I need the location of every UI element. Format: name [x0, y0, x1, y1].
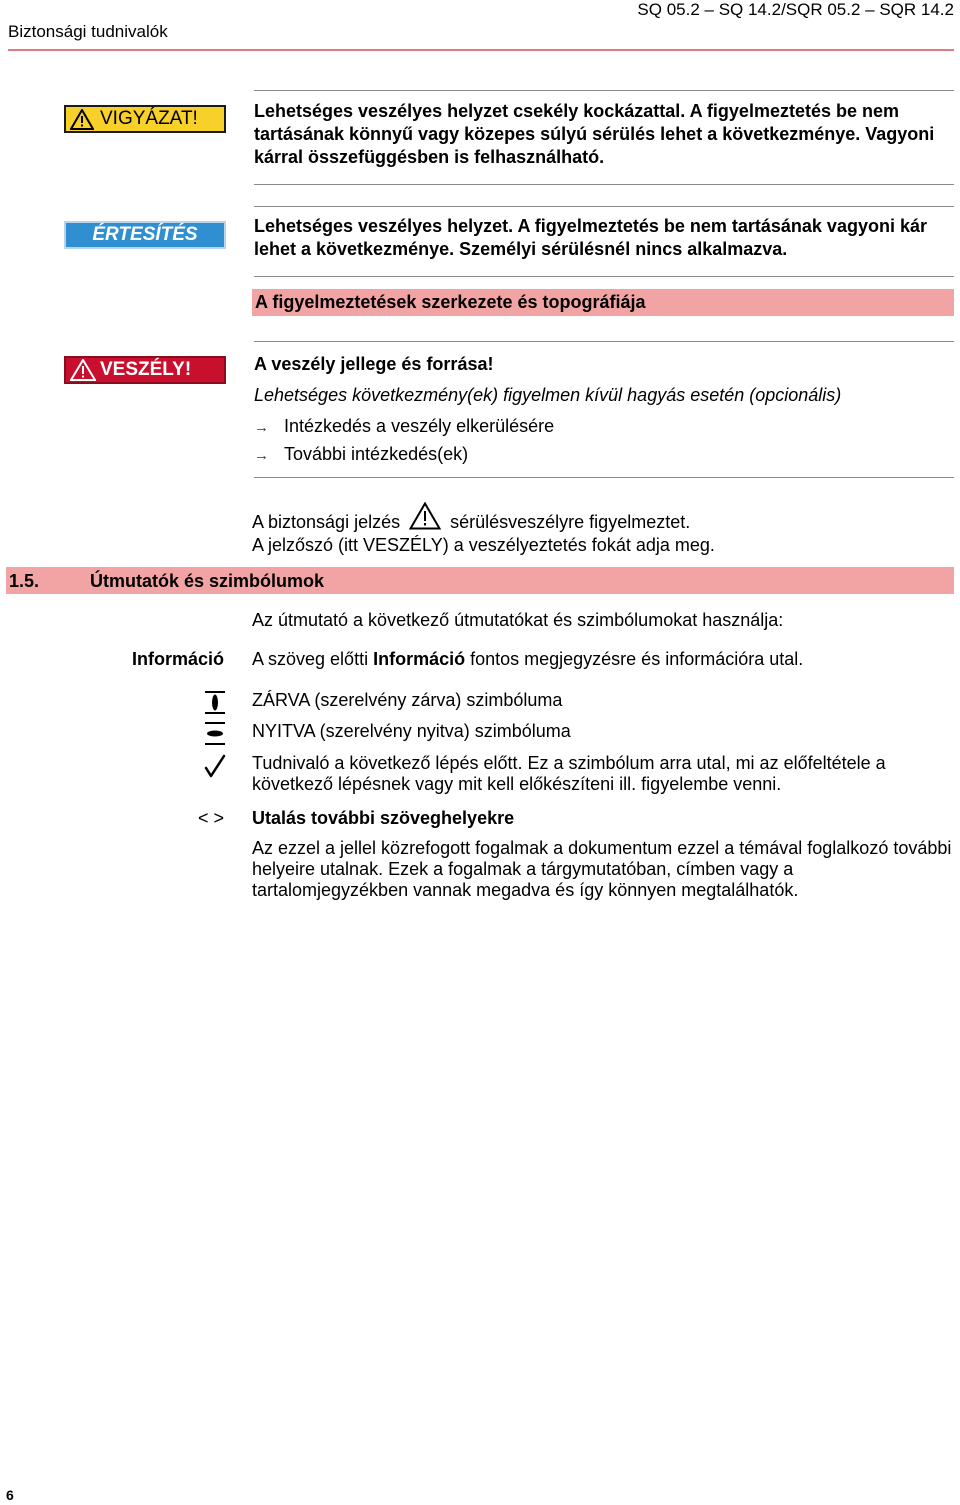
danger-measure-1 [254, 415, 954, 439]
safety-symbol-before: A biztonsági jelzés [252, 512, 401, 532]
reference-title: Utalás további szöveghelyekre [252, 808, 515, 828]
info-text-before: A szöveg előtti [252, 649, 374, 669]
closed-symbol-text: ZÁRVA (szerelvény zárva) szimbóluma [252, 690, 563, 710]
section-number: 1.5. [9, 571, 40, 591]
info-label: Információ [131, 649, 224, 669]
page-number: 6 [6, 1487, 14, 1503]
danger-title: A veszély jellege és forrása! [254, 354, 494, 374]
running-header-section: Biztonsági tudnivalók [8, 22, 168, 41]
danger-measure-2-text: További intézkedés(ek) [284, 444, 469, 464]
closed-valve-icon [198, 690, 232, 716]
header-divider [8, 49, 954, 51]
caution-signal-label [64, 105, 226, 133]
section-intro: Az útmutató a következő útmutatókat és szimbólumokat használja: [252, 610, 784, 630]
checkmark-icon [198, 753, 232, 779]
warning-triangle-icon [70, 109, 94, 130]
danger-signal-word: VESZÉLY! [100, 359, 192, 380]
info-description [252, 649, 952, 670]
info-text-bold: Információ [373, 649, 466, 669]
divider [254, 276, 954, 277]
signal-word-note: A jelzőszó (itt VESZÉLY) a veszélyeztetés fokát adja meg. [252, 535, 715, 555]
caution-description: Lehetséges veszélyes helyzet csekély kockázattal. A figyelmeztetés be nem tartásának könnyű vagy közepes súlyú sérülés lehet a következménye. Vagyoni kárral összefüggésben is felhasználható. [254, 101, 935, 167]
safety-symbol-line [252, 502, 952, 533]
structure-heading: A figyelmeztetések szerkezete és topográfiája [255, 292, 646, 312]
open-symbol-text: NYITVA (szerelvény nyitva) szimbóluma [252, 721, 571, 741]
info-text-after: fontos megjegyzésre és információra utal. [465, 649, 804, 669]
danger-measure-2 [254, 443, 954, 467]
divider [254, 477, 954, 478]
notice-signal-label [64, 221, 226, 249]
danger-measure-1-text: Intézkedés a veszély elkerülésére [284, 416, 555, 436]
notice-description: Lehetséges veszélyes helyzet. A figyelmeztetés be nem tartásának vagyoni kár lehet a következménye. Személyi sérülésnél nincs alkalmazva. [254, 216, 927, 259]
reference-text: Az ezzel a jellel közrefogott fogalmak a dokumentum ezzel a témával foglalkozó további helyeire utalnak. Ezek a fogalmak a tárgymutatóban, címben vagy a tartalomjegyzékben vannak megadva és így könnyen megtalálhatók. [252, 838, 952, 900]
safety-symbol-after: sérülésveszélyre figyelmeztet. [450, 512, 691, 532]
check-symbol-text: Tudnivaló a következő lépés előtt. Ez a szimbólum arra utal, mi az előfeltétele a következő lépésnek vagy mit kell előkészíteni ill. figyelembe venni. [252, 753, 886, 794]
arrow-right-icon: → [254, 447, 269, 464]
divider [254, 184, 954, 185]
divider [254, 206, 954, 207]
warning-triangle-icon [409, 502, 441, 530]
section-title: Útmutatók és szimbólumok [90, 571, 325, 591]
caution-signal-word: VIGYÁZAT! [100, 108, 198, 129]
open-valve-icon [198, 721, 232, 747]
structure-heading-band [252, 289, 954, 316]
danger-consequence: Lehetséges következmény(ek) figyelmen kívül hagyás esetén (opcionális) [254, 385, 842, 405]
running-header-models: SQ 05.2 – SQ 14.2/SQR 05.2 – SQR 14.2 [637, 0, 954, 19]
warning-triangle-icon [70, 359, 96, 381]
divider [254, 341, 954, 342]
danger-signal-label [64, 356, 226, 384]
divider [254, 90, 954, 91]
section-heading-band [6, 567, 954, 594]
reference-symbol: < > [197, 808, 224, 828]
notice-signal-word: ÉRTESÍTÉS [92, 224, 198, 245]
arrow-right-icon: → [254, 419, 269, 436]
